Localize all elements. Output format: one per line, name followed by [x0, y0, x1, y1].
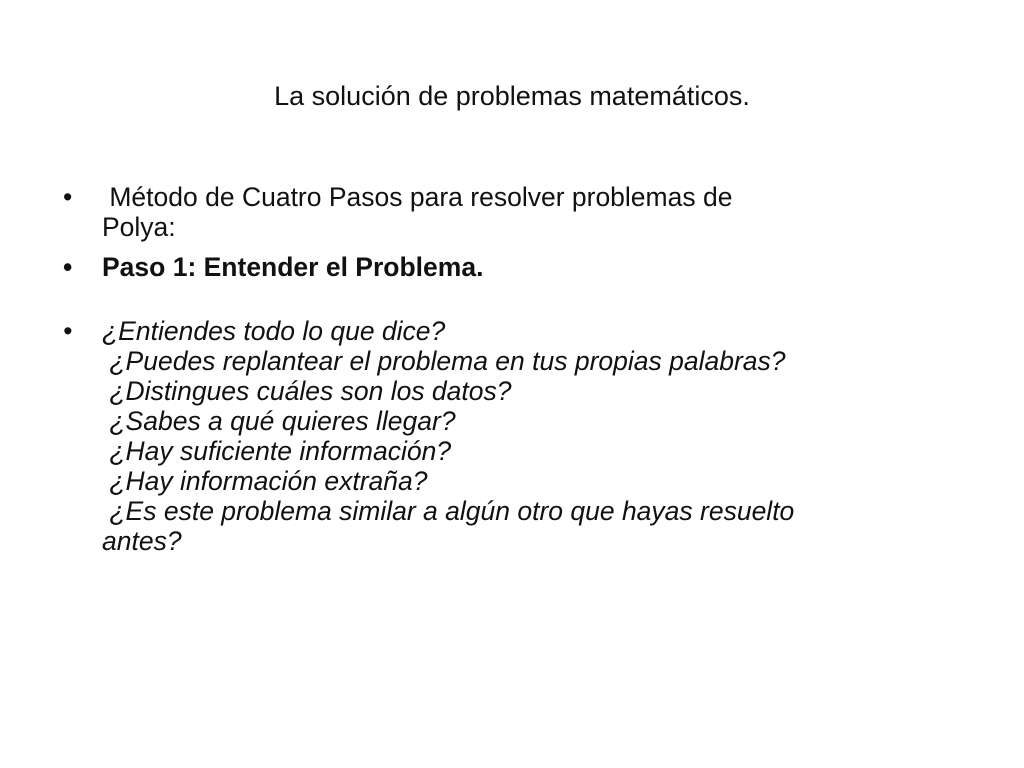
bullet-icon: • [63, 316, 73, 346]
bullet-text-line: Método de Cuatro Pasos para resolver problemas de [102, 182, 733, 212]
bullet-step-one [60, 252, 960, 282]
bullet-icon: • [63, 182, 73, 212]
question-line: antes? [102, 526, 182, 556]
bullet-method [60, 182, 960, 242]
question-line: ¿Hay suficiente información? [102, 436, 452, 466]
bullet-questions [60, 316, 960, 556]
question-line: ¿Puedes replantear el problema en tus propias palabras? [102, 346, 786, 376]
slide-title: La solución de problemas matemáticos. [274, 81, 750, 111]
question-line: ¿Sabes a qué quieres llegar? [102, 406, 456, 436]
bullet-text-line: Polya: [102, 212, 176, 242]
bullet-icon: • [63, 252, 73, 282]
question-line: ¿Hay información extraña? [102, 466, 428, 496]
question-line: ¿Entiendes todo lo que dice? [102, 316, 446, 346]
bullet-text-line: Paso 1: Entender el Problema. [102, 252, 484, 282]
question-line: ¿Es este problema similar a algún otro que hayas resuelto [102, 496, 795, 526]
bullet-list [60, 182, 960, 556]
question-line: ¿Distingues cuáles son los datos? [102, 376, 512, 406]
